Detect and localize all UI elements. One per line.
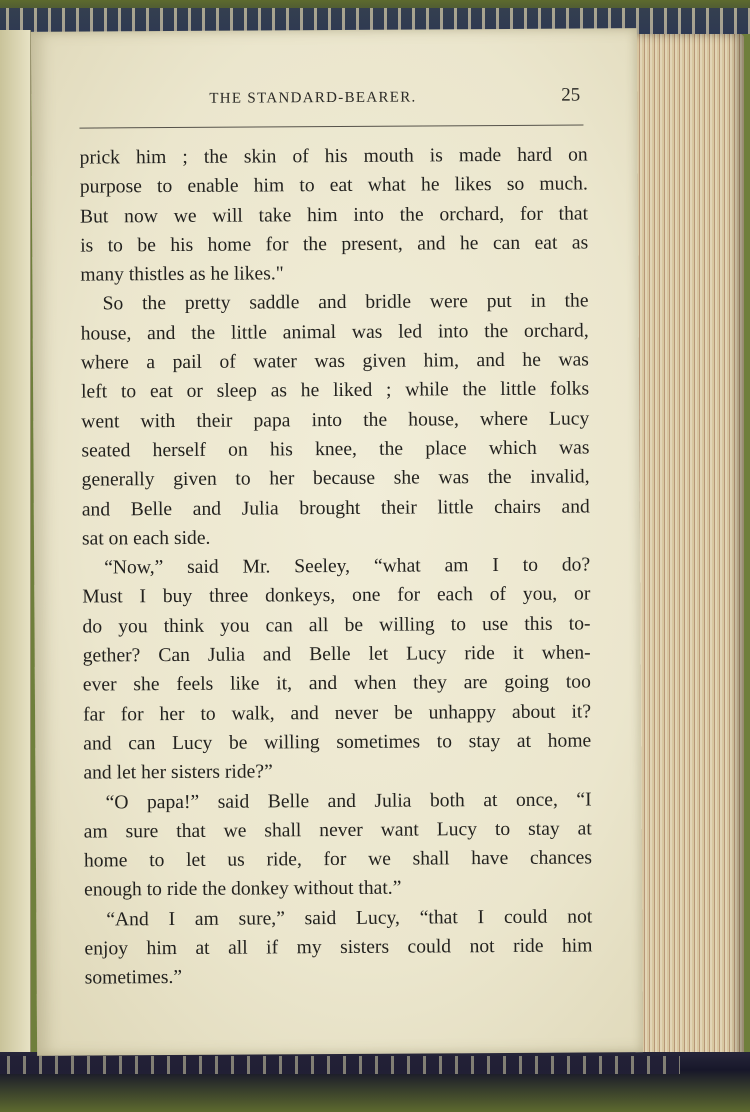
header-rule	[79, 124, 583, 128]
text-line: But now we will take him into the orchard, for that	[79, 203, 589, 228]
text-line: “O papa!” said Belle and Julia both at once, “I	[105, 788, 592, 813]
page-stack-edge	[632, 34, 744, 1068]
left-page-edge	[0, 30, 31, 1070]
text-line: ever she feels like it, and when they are going too	[82, 671, 591, 696]
body-text	[80, 140, 593, 993]
text-line: many thistles as he likes."	[80, 263, 284, 286]
text-line: left to eat or sleep as he liked ; while the little folks	[81, 378, 590, 403]
book-page	[31, 28, 643, 1056]
text-line: sat on each side.	[81, 527, 211, 550]
text-line: where a pail of water was given him, and he was	[80, 349, 589, 374]
text-line: seated herself on his knee, the place which was	[81, 437, 590, 462]
text-line: “Now,” said Mr. Seeley, “what am I to do?	[104, 554, 591, 579]
text-line: house, and the little animal was led into the orchard,	[80, 320, 589, 345]
book-cover-stripe	[0, 1056, 680, 1074]
text-line: far for her to walk, and never be unhappy about it?	[82, 701, 592, 726]
text-line: Must I buy three donkeys, one for each of you, or	[82, 583, 591, 609]
text-line: So the pretty saddle and bridle were put in the	[102, 290, 589, 315]
page-number: 25	[561, 84, 581, 106]
paragraph	[84, 902, 593, 993]
text-line: gether? Can Julia and Belle let Lucy ride it when-	[82, 642, 591, 667]
text-line: enjoy him at all if my sisters could not ride him	[84, 935, 593, 960]
text-line: do you think you can all be willing to use this to-	[82, 613, 591, 638]
text-line: purpose to enable him to eat what he likes so much.	[79, 173, 588, 198]
text-line: and let her sisters ride?”	[83, 761, 273, 784]
text-line: prick him ; the skin of his mouth is made hard on	[79, 144, 588, 169]
text-line: generally given to her because she was the invalid,	[81, 466, 590, 491]
paragraph	[82, 551, 591, 788]
text-line: “And I am sure,” said Lucy, “that I could not	[106, 906, 593, 931]
text-line: and can Lucy be willing sometimes to stay at home	[83, 730, 592, 755]
text-line: went with their papa into the house, where Lucy	[81, 408, 590, 433]
paragraph	[80, 287, 590, 554]
text-line: enough to ride the donkey without that.”	[84, 878, 402, 901]
paragraph	[80, 140, 589, 290]
paragraph	[83, 785, 592, 905]
text-line: am sure that we shall never want Lucy to stay at	[83, 818, 592, 843]
text-line: and Belle and Julia brought their little chairs and	[81, 496, 590, 521]
running-head	[31, 84, 637, 116]
running-head-title: THE STANDARD-BEARER.	[209, 89, 417, 107]
text-line: sometimes.”	[84, 967, 183, 989]
text-line: is to be his home for the present, and he can eat as	[80, 232, 589, 257]
text-line: home to let us ride, for we shall have chances	[83, 847, 592, 872]
